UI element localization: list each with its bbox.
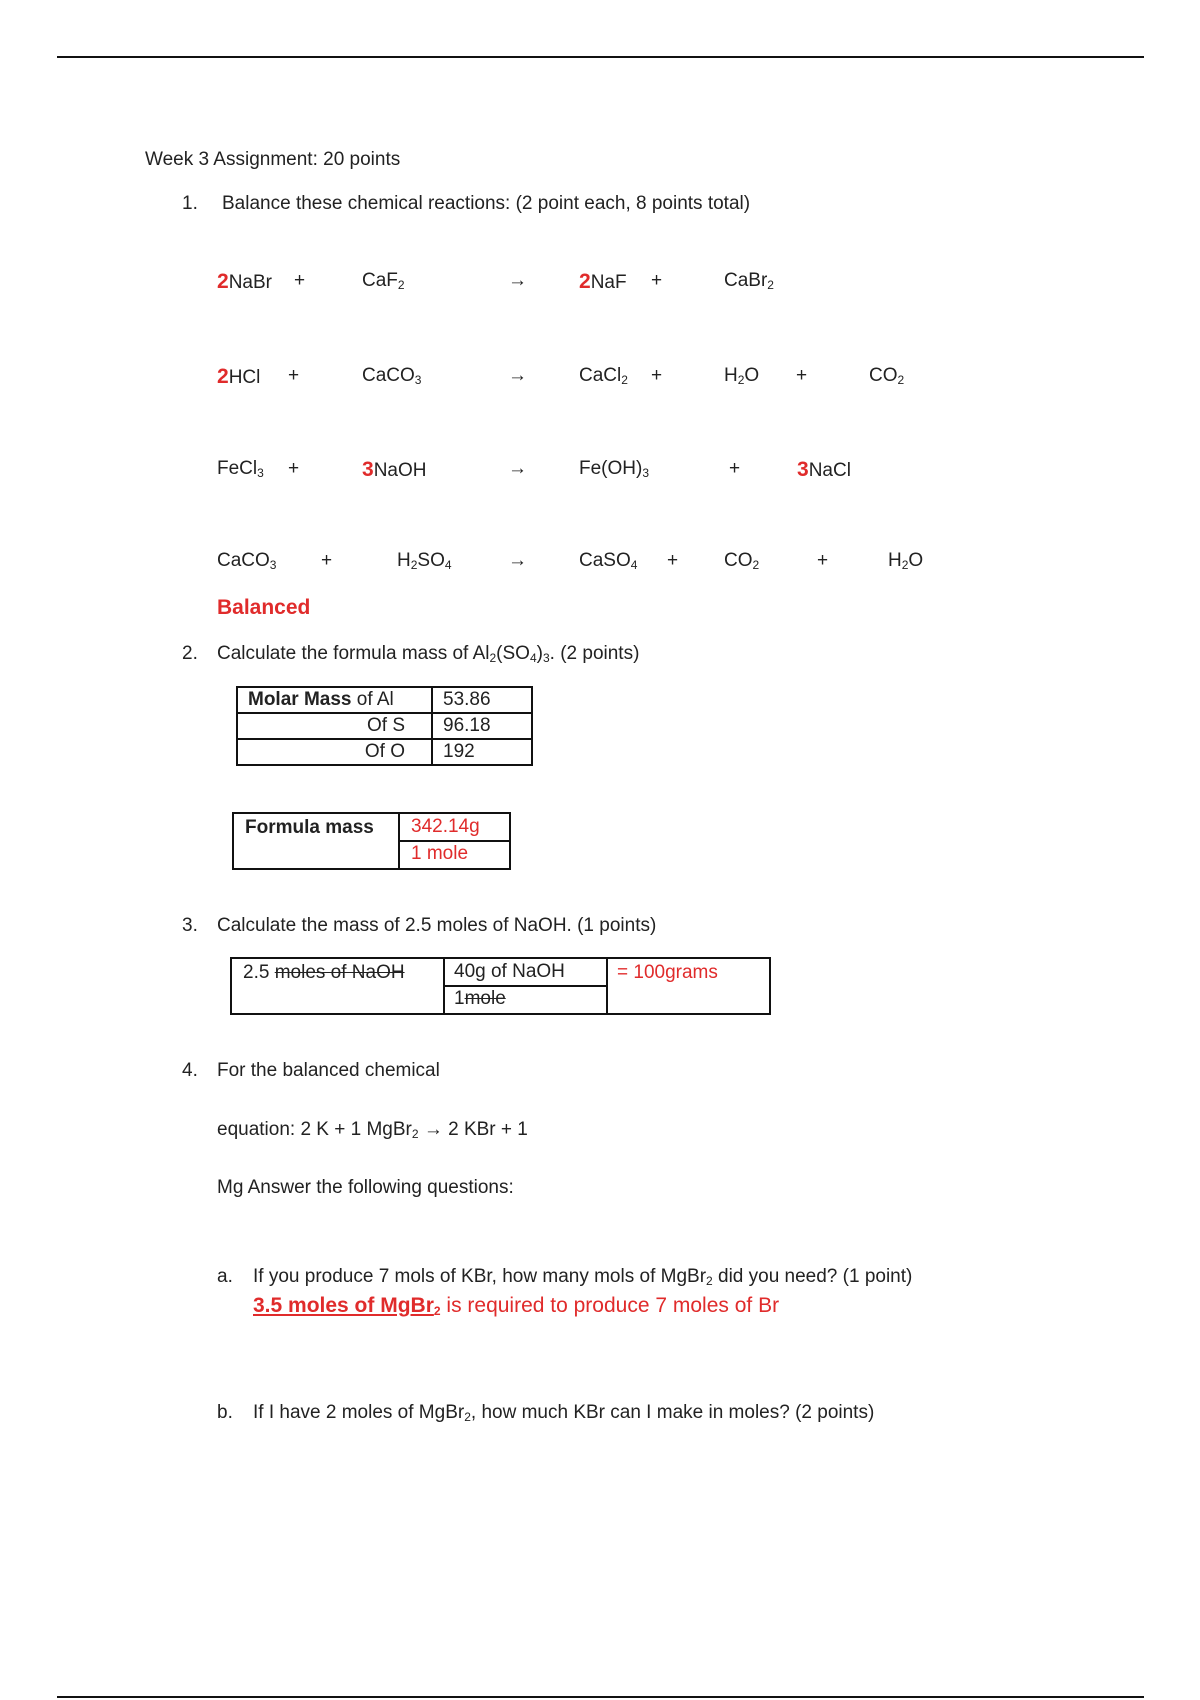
page-title: Week 3 Assignment: 20 points (145, 149, 401, 170)
eq1-reactant1: 2NaBr (217, 270, 272, 293)
formula-mass-table (232, 812, 511, 870)
eq4-reactant2: $H_2SO_4$ (397, 550, 452, 572)
eq2-reactant2: CaCO$_3$ (362, 365, 422, 387)
eq1-product1: 2NaF (579, 270, 627, 293)
eq1-plus1: + (294, 270, 306, 291)
q4a-letter: a. (217, 1266, 233, 1287)
eq4-arrow: → (508, 550, 527, 571)
eq2-product1: CaCl$_2$ (579, 365, 628, 387)
eq3-plus1: + (288, 458, 300, 479)
top-rule (57, 56, 1144, 58)
q4-line3: Mg Answer the following questions: (217, 1177, 514, 1198)
formula-mass-label: Formula mass (245, 817, 374, 838)
eq2-arrow: → (508, 365, 527, 386)
table-row (237, 739, 532, 765)
q3-number: 3. (182, 915, 198, 936)
eq4-plus1: + (321, 550, 333, 571)
molar-mass-label-al: Molar Mass of Al (237, 687, 432, 713)
q4a-answer: 3.5 moles of MgBr$_2$ is required to produce 7 moles of Br (253, 1294, 780, 1318)
eq2-product3: $CO_2$ (869, 365, 905, 387)
molar-mass-value-al: 53.86 (432, 687, 532, 713)
q4a-question: If you produce 7 mols of KBr, how many mols of MgBr$_2$ did you need? (1 point) (253, 1266, 913, 1288)
q4b-letter: b. (217, 1402, 233, 1423)
formula-mass-inner-line (400, 840, 509, 842)
eq4-plus2: + (667, 550, 679, 571)
eq2-reactant1: 2HCl (217, 365, 261, 388)
molar-mass-table (236, 686, 533, 766)
conversion-divider-2 (606, 959, 608, 1013)
conversion-factor-top: 40g of NaOH (454, 961, 565, 982)
q4-line1: For the balanced chemical (217, 1060, 440, 1081)
table-row (237, 687, 532, 713)
molar-mass-value-s: 96.18 (432, 713, 532, 739)
conversion-table (230, 957, 771, 1015)
eq2-plus2: + (651, 365, 663, 386)
eq3-product2: 3NaCl (797, 458, 851, 481)
q4-equation: equation: 2 K + 1 MgBr$_2$ → 2 KBr + 1 (217, 1119, 528, 1141)
eq1-plus2: + (651, 270, 663, 291)
eq3-reactant1: FeCl$_3$ (217, 458, 264, 480)
eq2-product2: $H_2O$ (724, 365, 760, 387)
q4-number: 4. (182, 1060, 198, 1081)
q1-prompt: Balance these chemical reactions: (2 point each, 8 points total) (222, 193, 751, 214)
formula-mass-value: 342.14g (411, 816, 480, 837)
eq3-plus2: + (729, 458, 741, 479)
eq4-plus3: + (817, 550, 829, 571)
q1-number: 1. (182, 193, 198, 214)
bottom-rule (57, 1696, 1144, 1698)
eq1-product2: CaBr$_2$ (724, 270, 774, 292)
eq2-plus1: + (288, 365, 300, 386)
eq4-reactant1: CaCO$_3$ (217, 550, 277, 572)
q3-prompt: Calculate the mass of 2.5 moles of NaOH. (1 points) (217, 915, 657, 936)
eq3-reactant2: 3NaOH (362, 458, 427, 481)
eq3-product1: $Fe(OH)_3$ (579, 458, 650, 480)
conversion-factor-bottom: 1mole (454, 988, 506, 1009)
conversion-given: 2.5 moles of NaOH (243, 962, 405, 983)
eq4-product1: CaSO$_4$ (579, 550, 638, 572)
table-row (237, 713, 532, 739)
q2-number: 2. (182, 643, 198, 664)
q2-prompt: Calculate the formula mass of $Al_2(SO_4)_3$. (2 points) (217, 643, 640, 665)
conversion-inner-line (445, 985, 606, 987)
eq2-plus3: + (796, 365, 808, 386)
eq1-arrow: → (508, 270, 527, 291)
eq4-product3: $H_2O$ (888, 550, 924, 572)
q4b-question: If I have 2 moles of MgBr$_2$, how much KBr can I make in moles? (2 points) (253, 1402, 875, 1424)
molar-mass-label-o: Of O (237, 739, 432, 765)
eq3-arrow: → (508, 458, 527, 479)
eq1-reactant2: CaF$_2$ (362, 270, 405, 292)
molar-mass-value-o: 192 (432, 739, 532, 765)
q1-answer: Balanced (217, 596, 311, 619)
conversion-result: = 100grams (617, 962, 718, 983)
formula-mass-mole: 1 mole (411, 843, 469, 864)
molar-mass-label-s: Of S (237, 713, 432, 739)
eq4-product2: $CO_2$ (724, 550, 760, 572)
